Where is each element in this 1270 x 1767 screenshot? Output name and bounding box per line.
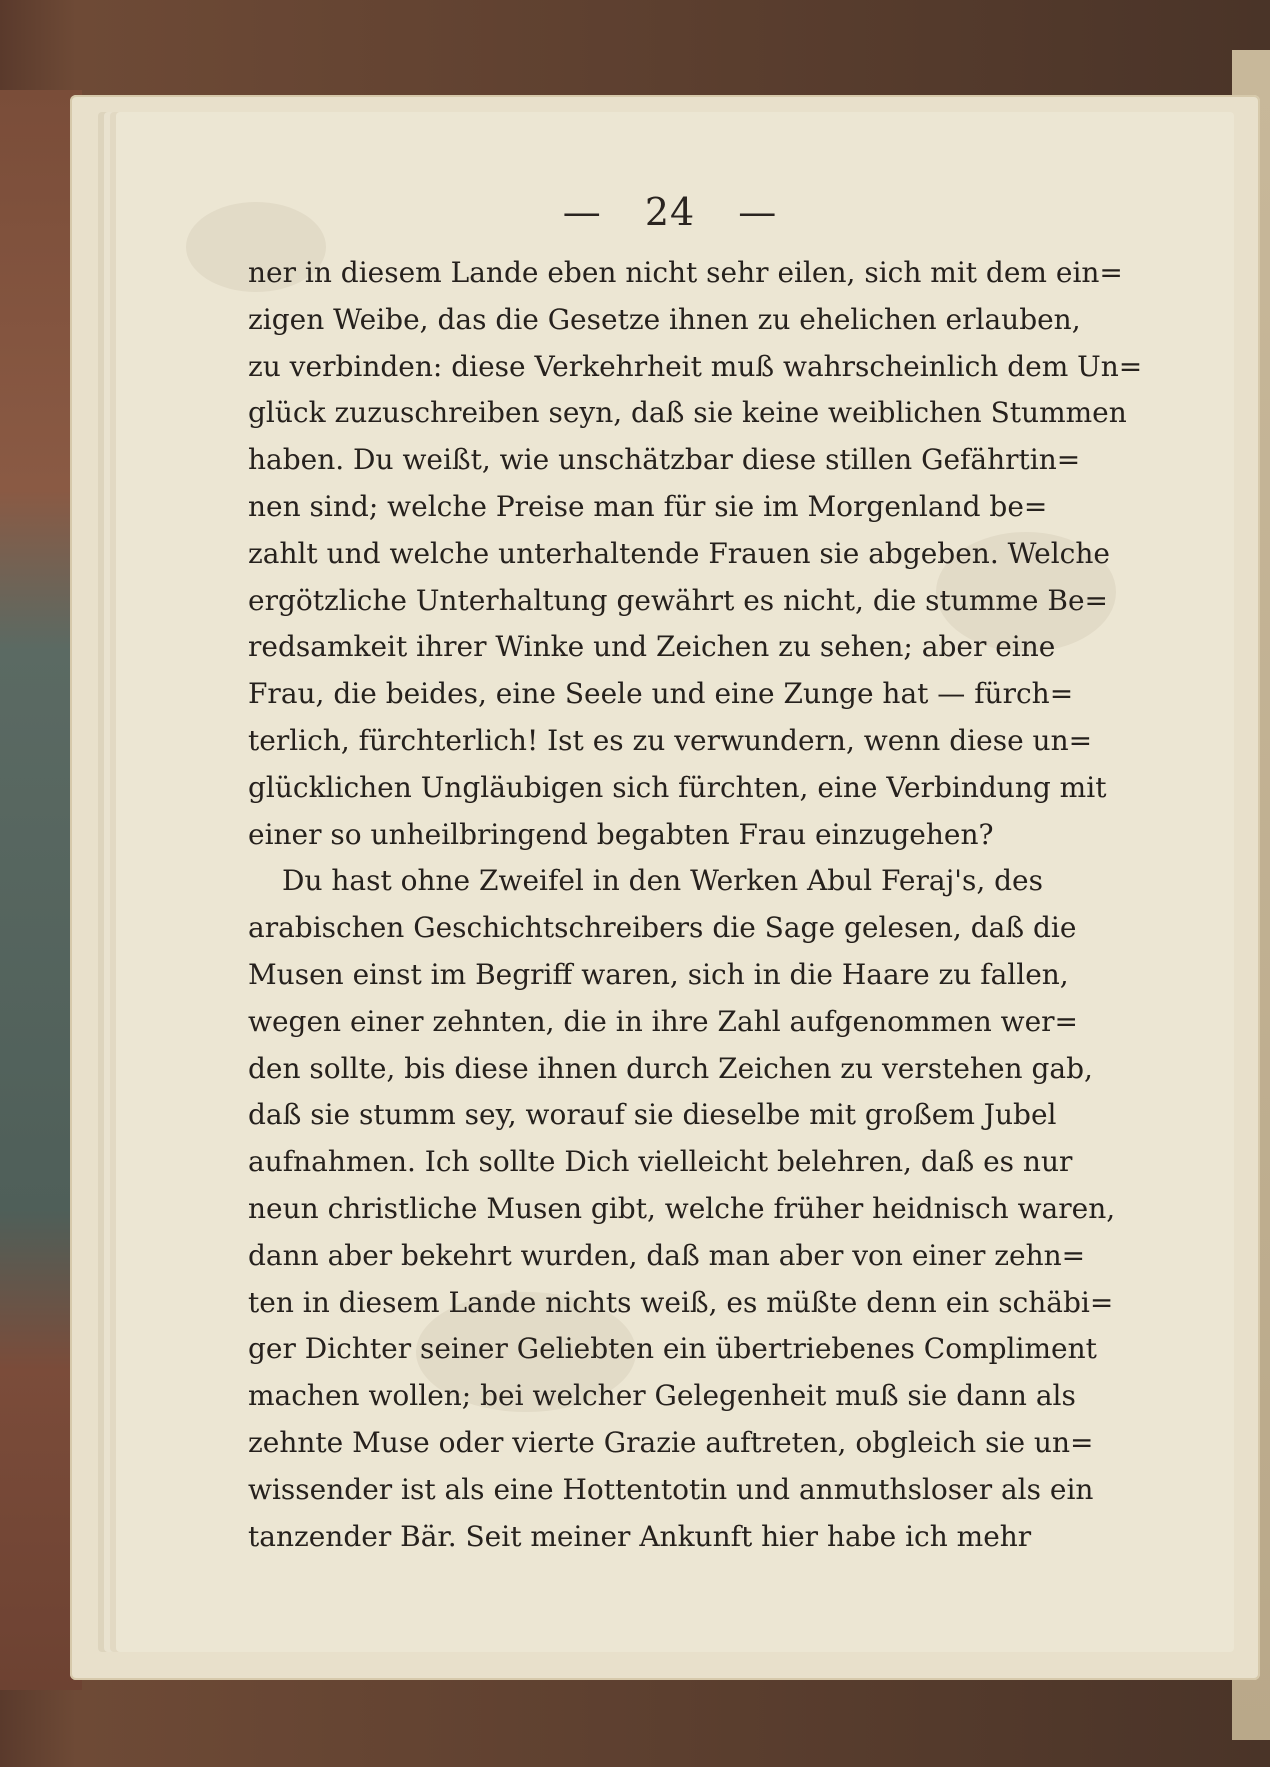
text-line-content: ten in diesem Lande nichts weiß, es müßte denn ein schäbi= [248, 1285, 1114, 1319]
text-line [248, 999, 1120, 1046]
text-line-content: wegen einer zehnten, die in ihre Zahl aufgenommen wer= [248, 1004, 1079, 1038]
text-line [248, 1514, 1120, 1561]
text-line-content: glück zuzuschreiben seyn, daß sie keine weiblichen Stummen [248, 396, 1127, 430]
text-line-content: terlich, fürchterlich! Ist es zu verwundern, wenn diese un= [248, 723, 1093, 757]
text-line-content: ner in diesem Lande eben nicht sehr eilen, sich mit dem ein= [248, 256, 1123, 289]
page-header [120, 190, 1220, 234]
text-line-content: redsamkeit ihrer Winke und Zeichen zu sehen; aber eine [248, 630, 1056, 664]
text-line [248, 250, 1123, 297]
text-line-content: Musen einst im Begriff waren, sich in die Haare zu fallen, [248, 957, 1069, 991]
text-line-content: ger Dichter seiner Geliebten ein übertriebenes Compliment [248, 1332, 1097, 1366]
text-line-content: glücklichen Ungläubigen sich fürchten, eine Verbindung mit [248, 770, 1107, 804]
text-line-content: machen wollen; bei welcher Gelegenheit muß sie dann als [248, 1379, 1076, 1413]
text-line-content: zahlt und welche unterhaltende Frauen sie abgeben. Welche [248, 536, 1110, 570]
text-line-content: zu verbinden: diese Verkehrheit muß wahrscheinlich dem Un= [248, 349, 1143, 383]
text-line [248, 578, 1120, 625]
text-line-content: tanzender Bär. Seit meiner Ankunft hier habe ich mehr [248, 1519, 1032, 1553]
text-line [248, 1280, 1120, 1327]
text-line [248, 1186, 1120, 1233]
text-line-content: dann aber bekehrt wurden, daß man aber von einer zehn= [248, 1238, 1086, 1272]
page-number: 24 [644, 190, 696, 234]
text-line-content: aufnahmen. Ich sollte Dich vielleicht belehren, daß es nur [248, 1145, 1073, 1179]
header-dash-left: — [562, 190, 602, 234]
text-line-content: zehnte Muse oder vierte Grazie auftreten, obgleich sie un= [248, 1425, 1094, 1459]
text-line [248, 390, 1127, 437]
text-line [248, 1373, 1120, 1420]
body-text [248, 250, 1143, 1560]
text-line-content: wissender ist als eine Hottentotin und anmuthsloser als ein [248, 1472, 1094, 1506]
text-line [248, 1046, 1120, 1093]
text-line [248, 671, 1120, 718]
text-line-content: nen sind; welche Preise man für sie im Morgenland be= [248, 489, 1048, 523]
text-line [248, 437, 1120, 484]
text-line [248, 624, 1120, 671]
text-line [248, 1092, 1120, 1139]
text-line [248, 531, 1120, 578]
text-line [248, 1326, 1120, 1373]
text-line [248, 1233, 1120, 1280]
text-line-content: einer so unheilbringend begabten Frau einzugehen? [248, 817, 994, 851]
text-line [248, 765, 1120, 812]
text-line-content: arabischen Geschichtschreibers die Sage gelesen, daß die [248, 911, 1077, 945]
text-line-content: zigen Weibe, das die Gesetze ihnen zu ehelichen erlauben, [248, 302, 1081, 336]
text-line-content: den sollte, bis diese ihnen durch Zeichen zu verstehen gab, [248, 1051, 1093, 1085]
header-dash-right: — [738, 190, 778, 234]
text-line [248, 812, 1120, 859]
text-line [248, 484, 1120, 531]
text-line [248, 952, 1120, 999]
text-line-content: daß sie stumm sey, worauf sie dieselbe mit großem Jubel [248, 1098, 1057, 1132]
text-line [248, 718, 1120, 765]
text-line [248, 1139, 1120, 1186]
text-line [248, 297, 1120, 344]
text-line [248, 905, 1120, 952]
text-line-content: ergötzliche Unterhaltung gewährt es nicht, die stumme Be= [248, 583, 1109, 617]
text-line [248, 1420, 1120, 1467]
text-line [248, 1467, 1120, 1514]
text-line-content: Du hast ohne Zweifel in den Werken Abul Feraj's, des [282, 864, 1043, 898]
text-line-content: neun christliche Musen gibt, welche früher heidnisch waren, [248, 1191, 1116, 1225]
text-line [248, 344, 1143, 391]
text-line-content: haben. Du weißt, wie unschätzbar diese stillen Gefährtin= [248, 443, 1081, 477]
text-line-content: Frau, die beides, eine Seele und eine Zunge hat — fürch= [248, 677, 1074, 711]
text-line [248, 858, 1120, 905]
